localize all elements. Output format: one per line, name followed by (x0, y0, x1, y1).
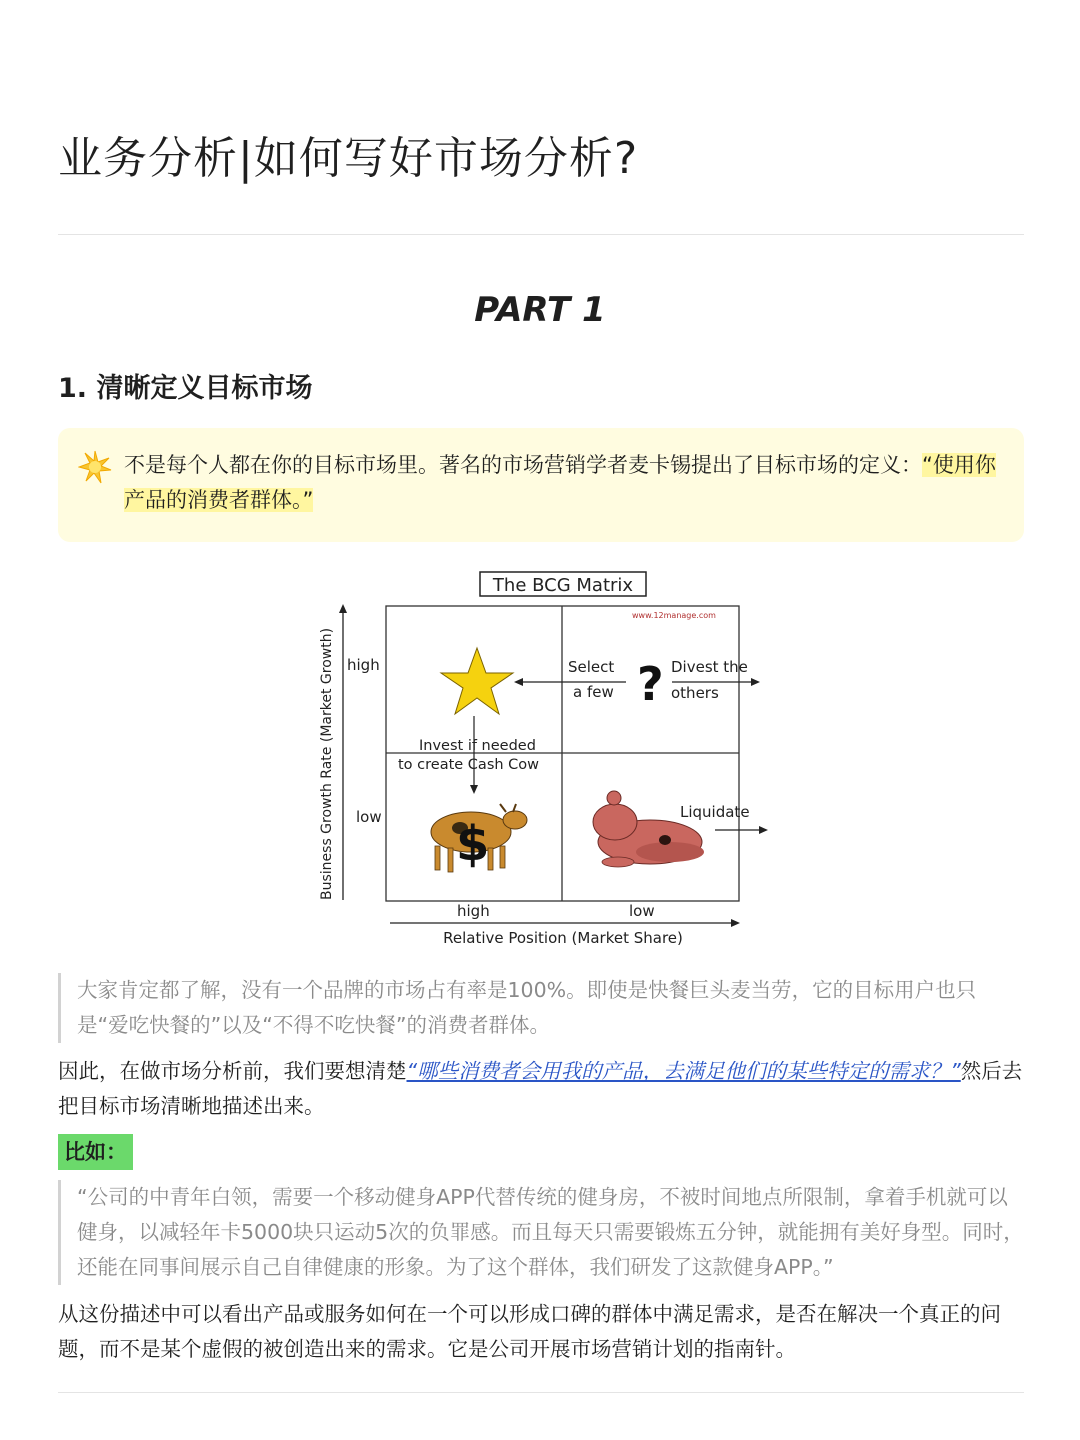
bottom-divider (58, 1392, 1024, 1393)
x-low-label: low (629, 902, 655, 920)
y-low-label: low (356, 808, 382, 826)
dollar-sign-icon: $ (456, 816, 490, 872)
bcg-title: The BCG Matrix (492, 575, 634, 596)
section-heading: 1. 清晰定义目标市场 (58, 373, 313, 404)
y-high-label: high (347, 656, 380, 674)
sparkle-star-icon (78, 450, 112, 484)
star-icon (441, 648, 513, 714)
question-link[interactable]: “哪些消费者会用我的产品，去满足他们的某些特定的需求？” (406, 1059, 961, 1083)
conclusion-paragraph: 从这份描述中可以看出产品或服务如何在一个可以形成口碑的群体中满足需求，是否在解决一个真正的问题，而不是某个虚假的被创造出来的需求。它是公司开展市场营销计划的指南针。 (58, 1302, 1001, 1361)
callout-body: 不是每个人都在你的目标市场里。著名的市场营销学者麦卡锡提出了目标市场的定义： (124, 453, 922, 477)
bcg-matrix-figure (310, 566, 780, 954)
callout-highlight: “使用你产品的消费者群体。” (124, 453, 996, 512)
quote-block: 大家肯定都了解，没有一个品牌的市场占有率是100%。即使是快餐巨头麦当劳，它的目标用户也只是“爱吃快餐的”以及“不得不吃快餐”的消费者群体。 (58, 973, 1024, 1043)
y-axis-label: Business Growth Rate (Market Growth) (319, 627, 335, 900)
invest-arrow-head (470, 785, 478, 794)
invest-label-2: to create Cash Cow (398, 757, 540, 773)
divider (58, 234, 1024, 235)
callout-box (58, 428, 1024, 542)
part-heading: PART 1 (474, 290, 606, 330)
divest-label-2: others (671, 684, 719, 702)
x-axis-arrow (731, 919, 740, 927)
callout-text (124, 448, 1004, 518)
x-high-label: high (457, 902, 490, 920)
x-axis-label: Relative Position (Market Share) (443, 929, 683, 947)
divest-arrow-head (751, 678, 760, 686)
invest-label: Invest if needed (419, 738, 536, 754)
page-title: 业务分析|如何写好市场分析? (58, 133, 639, 184)
liquidate-label: Liquidate (680, 803, 750, 821)
watermark: www.12manage.com (632, 611, 716, 620)
example-quote: “公司的中青年白领，需要一个移动健身APP代替传统的健身房，不被时间地点所限制，拿着手机就可以健身，以减轻年卡5000块只运动5次的负罪感。而且每天只需要锻炼五分钟，就能拥有美好身型。同时，还能在同事间展示自己自律健康的形象。为了这个群体，我们研发了这款健身APP。” (58, 1180, 1024, 1285)
paragraph-target-market (58, 1054, 1024, 1124)
y-axis-arrow (339, 604, 347, 613)
question-mark-icon: ? (637, 657, 664, 711)
select-label: Select (568, 658, 615, 676)
liquidate-arrow-head (759, 826, 768, 834)
paragraph-text: 因此，在做市场分析前，我们要想清楚 (58, 1059, 407, 1083)
divest-label: Divest the (671, 658, 748, 676)
select-arrow-head (514, 678, 523, 686)
example-tag: 比如： (58, 1134, 133, 1170)
bcg-matrix-diagram (310, 566, 780, 954)
paragraph-text-end: 然后去把目标市场清晰地描述出来。 (58, 1059, 1023, 1118)
select-label-2: a few (573, 683, 614, 701)
